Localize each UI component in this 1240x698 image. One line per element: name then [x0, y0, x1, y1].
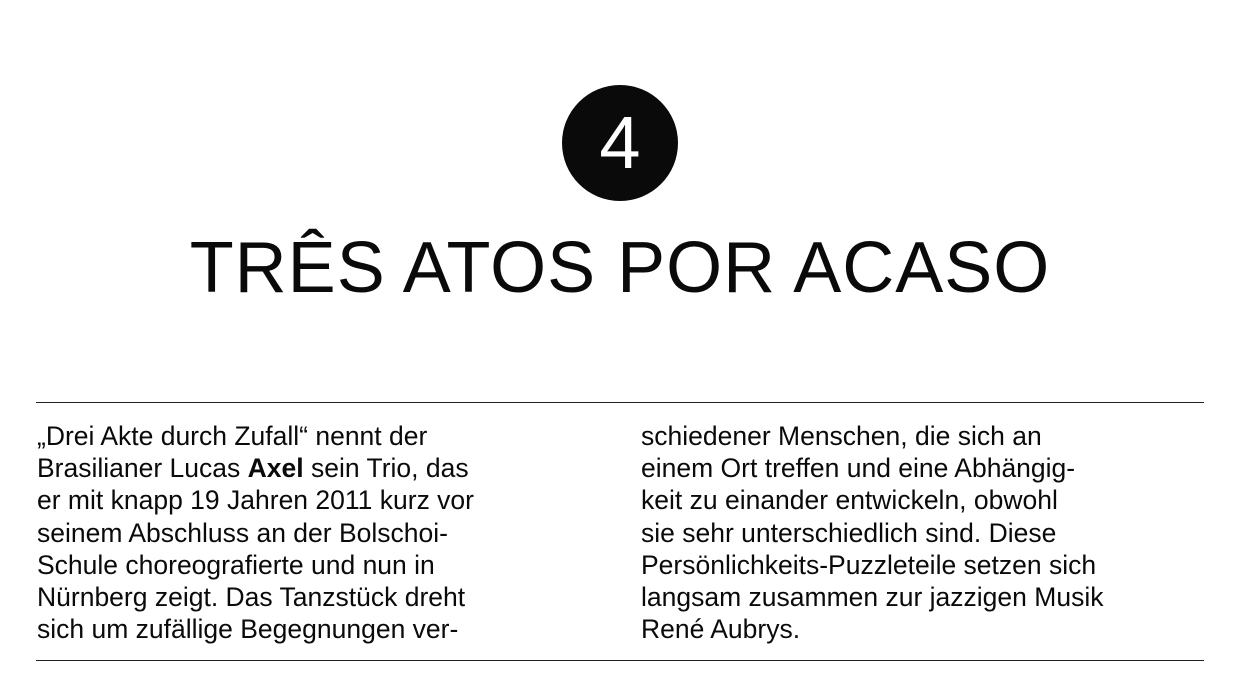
text-line: sie sehr unterschiedlich sind. Diese	[641, 517, 1057, 548]
text-fragment: Brasilianer Lucas	[37, 453, 248, 484]
text-line: er mit knapp 19 Jahren 2011 kurz vor	[37, 485, 474, 516]
section-number: 4	[599, 101, 641, 184]
page-title: TRÊS ATOS POR ACASO	[189, 228, 1051, 308]
text-line: „Drei Akte durch Zufall“ nennt der	[37, 421, 428, 451]
text-line	[37, 452, 597, 484]
section-number-badge	[562, 85, 678, 201]
text-line: René Aubrys.	[641, 614, 801, 645]
text-line: seinem Abschluss an der Bolschoi-	[37, 517, 448, 548]
bold-name: Axel	[247, 453, 304, 484]
text-line: Persönlichkeits-Puzzleteile setzen sich	[641, 549, 1097, 580]
text-line: sich um zufällige Begegnungen ver-	[37, 614, 459, 645]
text-fragment: sein Trio, das	[303, 453, 469, 484]
text-column-left	[37, 420, 597, 645]
text-line: schiedener Menschen, die sich an	[641, 421, 1042, 451]
text-line: Schule choreografierte und nun in	[37, 549, 435, 580]
bottom-divider	[36, 660, 1204, 661]
text-column-right	[641, 420, 1201, 645]
text-line: langsam zusammen zur jazzigen Musik	[641, 582, 1104, 613]
top-divider	[36, 402, 1204, 403]
text-line: keit zu einander entwickeln, obwohl	[641, 485, 1058, 516]
text-line: einem Ort treffen und eine Abhängig-	[641, 453, 1076, 484]
text-line: Nürnberg zeigt. Das Tanzstück dreht	[37, 582, 466, 613]
